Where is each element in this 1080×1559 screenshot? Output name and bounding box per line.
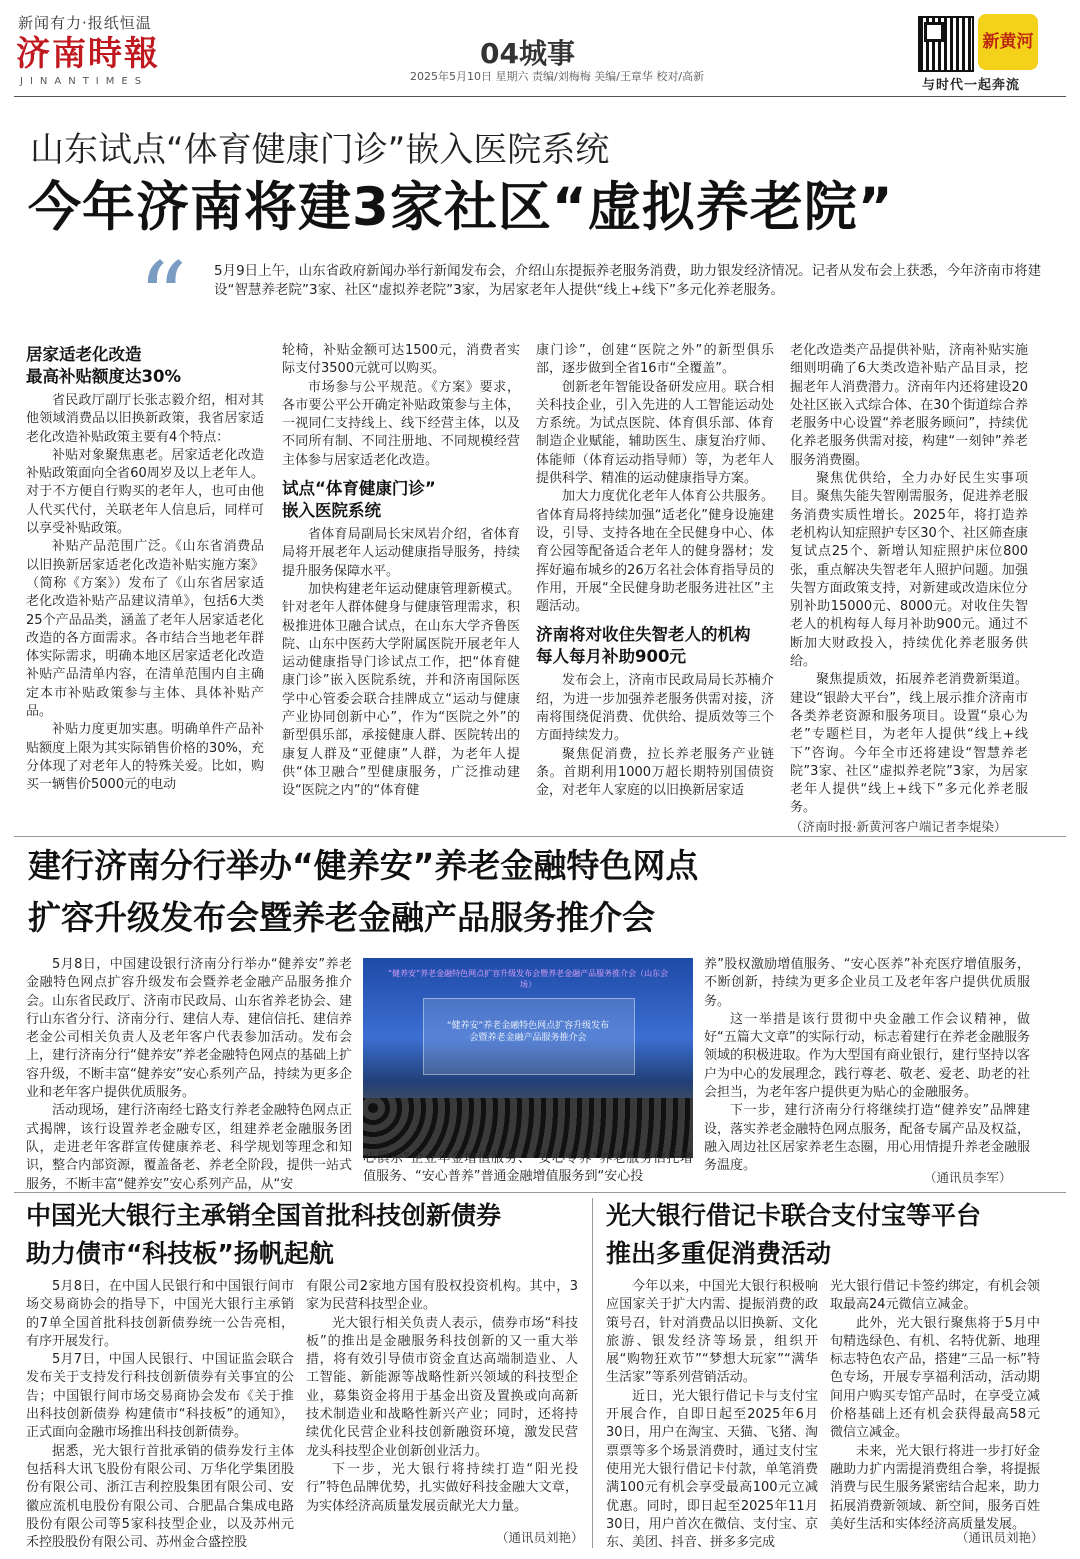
- paragraph: 市场参与公平规范。《方案》要求，各市要公平公开确定补贴政策参与主体，一视同仁支持线上、线下经营主体，以及不同所有制、不同注册地、不同规模经营主体参与居家适老化改造。: [282, 379, 520, 468]
- paragraph: 心俱乐”企业年金增值服务、“安心专养”养老服务信托增值服务、“安心普养”普通金融增值服务到“安心投: [363, 1151, 693, 1185]
- paper-logo-en: JINANTIMES: [20, 76, 149, 87]
- article4-col1: [606, 1278, 818, 1551]
- article2-headline-2: 扩容升级发布会暨养老金融产品服务推介会: [28, 898, 655, 937]
- paragraph: 下一步，光大银行将持续打造“阳光投行”特色品牌优势，扎实做好科技金融大文章，为实体经济高质量发展贡献光大力量。: [306, 1461, 578, 1514]
- paragraph: 下一步，建行济南分行将继续打造“健养安”品牌建设，落实养老金融特色网点服务，配备专属产品及权益，融入周边社区居家养老生态圈，用心用情提升养老金融服务温度。: [704, 1103, 1030, 1174]
- article1-kicker: 山东试点“体育健康门诊”嵌入医院系统: [30, 130, 610, 170]
- article4-headline-2: 推出多重促消费活动: [606, 1239, 832, 1268]
- article4-headline-1: 光大银行借记卡联合支付宝等平台: [606, 1201, 982, 1230]
- audience: [363, 1098, 693, 1158]
- paragraph: 今年以来，中国光大银行积极响应国家关于扩大内需、提振消费的政策号召，针对消费品以旧换新、文化旅游、银发经济等场景，组织开展“购物狂欢节”“梦想大玩家”“满华生活家”等系列营销活动。: [606, 1279, 818, 1386]
- article1-credit: （济南时报·新黄河客户端记者李焜染）: [790, 818, 1007, 834]
- article1-col1: [26, 342, 264, 832]
- paragraph: 有限公司2家地方国有股权投资机构。其中，3家为民营科技型企业。: [306, 1279, 578, 1313]
- article2-caption: [363, 1150, 693, 1190]
- paragraph: 加快构建老年运动健康管理新模式。针对老年人群体健身与健康管理需求，积极推进体卫融合试点，在山东大学齐鲁医院、山东中医药大学附属医院开展老年人运动健康指导门诊试点工作，把“体育健康门诊”嵌入医院系统，并和济南国际医学中心管委会联合挂牌成立“运动与健康产业协同创新中心”，作为“医院之外”的新型俱乐部，承接健康人群、医院转出的康复人群及“亚健康”人群，为老年人提供“体卫融合”型健康服务，广泛推动建设“医院之内”的“体育健: [282, 581, 520, 799]
- app-logo: 新黄河: [978, 14, 1038, 70]
- paragraph: 活动现场，建行济南经七路支行养老金融特色网点正式揭牌，该行设置养老金融专区，组建养老金融服务团队，走进老年客群宣传健康养老、科学规划等理念和知识，整合内部资源，覆盖备老、养老全阶段，提供一站式服务，不断丰富“健养安”安心系列产品，从“安: [26, 1103, 352, 1192]
- article2-col3: [704, 956, 1030, 1174]
- article3-col1: [26, 1278, 294, 1551]
- photo-banner-text: “健养安”养老金融特色网点扩容升级发布会暨养老金融产品服务推介会（山东会场）: [387, 969, 669, 989]
- paragraph: 据悉，光大银行首批承销的债券发行主体包括科大讯飞股份有限公司、万华化学集团股份有限公司、浙江吉利控股集团有限公司、安徽应流机电股份有限公司、合肥晶合集成电路股份有限公司等5家科技型企业，以及苏州元禾控股股份有限公司、苏州金合盛控股: [26, 1443, 294, 1551]
- article3-credit: （通讯员刘艳）: [496, 1530, 584, 1545]
- page-info: 2025年5月10日 星期六 责编/刘梅梅 美编/王章华 校对/高新: [410, 70, 705, 83]
- photo-screen-text: “健养安”养老金融特色网点扩容升级发布会暨养老金融产品服务推介会: [446, 1021, 610, 1043]
- masthead-slogan: 新闻有力·报纸恒温: [18, 14, 152, 32]
- paragraph: 省体育局副局长宋凤岩介绍，省体育局将开展老年人运动健康指导服务，持续提升服务保障水平。: [282, 527, 520, 579]
- article2-credit: （通讯员李军）: [924, 1170, 1012, 1185]
- paragraph: 轮椅，补贴金额可达1500元，消费者实际支付3500元就可以购买。: [282, 343, 520, 377]
- article3-headline-1: 中国光大银行主承销全国首批科技创新债券: [26, 1201, 502, 1230]
- app-slogan: 与时代一起奔流: [922, 78, 1021, 93]
- paper-logo: 济南時報: [16, 34, 160, 74]
- paragraph: 养”股权激励增值服务、“安心医养”补充医疗增值服务，不断创新，持续为更多企业员工及老年客户提供优质服务。: [704, 957, 1030, 1009]
- article2-headline-1: 建行济南分行举办“健养安”养老金融特色网点: [28, 846, 699, 885]
- page-title: 04城事: [480, 37, 575, 70]
- masthead-divider: [14, 96, 1066, 97]
- article2-col1: [26, 956, 352, 1192]
- article1-col4: [790, 342, 1028, 832]
- paragraph: 光大银行相关负责人表示，债券市场“科技板”的推出是金融服务科技创新的又一重大举措，将有效引导债市资金直达高端制造业、人工智能、新能源等战略性新兴领域的科技型企业，募集资金将用于基金出资及置换或向高新技术制造业和战略性新兴产业；同时，还将持续优化民营企业科技创新融资环境，激发民营龙头科技型企业创新创业活力。: [306, 1315, 578, 1459]
- paragraph: 创新老年智能设备研发应用。联合相关科技企业，引入先进的人工智能运动处方系统。为试点医院、体育俱乐部、体育制造企业赋能，辅助医生、康复治疗师、体能师（体育运动指导师）等，为老年人提供科学、精准的运动健康指导方案。: [536, 379, 774, 487]
- paragraph: 这一举措是该行贯彻中央金融工作会议精神，做好“五篇大文章”的实际行动，标志着建行在养老金融服务领域的积极进取。作为大型国有商业银行，建行坚持以客户为中心的发展理念，践行尊老、敬老、爱老、助老的社会担当，为老年客户提供更为贴心的金融服务。: [704, 1011, 1030, 1101]
- paragraph: 发布会上，济南市民政局局长苏楠介绍，为进一步加强养老服务供需对接，济南将围绕促消费、优供给、提质效等三个方面持续发力。: [536, 673, 774, 744]
- article3-headline-2: 助力债市“科技板”扬帆起航: [26, 1239, 334, 1268]
- event-photo: [363, 958, 693, 1158]
- quote-icon: “: [138, 242, 188, 354]
- article4-col2: [830, 1278, 1040, 1532]
- paragraph: 聚焦促消费，拉长养老服务产业链条。首期利用1000万超长期特别国债资金，对老年人家庭的以旧换新居家适: [536, 746, 774, 799]
- paragraph: 省民政厅副厅长张志毅介绍，相对其他领域消费品以旧换新政策，我省居家适老化改造补贴政策主要有4个特点：: [26, 393, 264, 445]
- paragraph: 补贴力度更加实惠。明确单件产品补贴额度上限为其实际销售价格的30%，充分体现了对老年人的特殊关爱。比如，购买一辆售价5000元的电动: [26, 722, 264, 793]
- article4-credit: （通讯员刘艳）: [956, 1530, 1044, 1545]
- column-divider: [592, 1198, 593, 1548]
- article1-col3: [536, 342, 774, 832]
- article3-col2: [306, 1278, 578, 1526]
- section-divider: [14, 836, 1066, 837]
- article1-col2: [282, 342, 520, 832]
- paragraph: 老化改造类产品提供补贴，济南补贴实施细则明确了6大类改造补贴产品目录，挖掘老年人消费潜力。济南年内还将建设20处社区嵌入式综合体、在30个街道综合养老服务中心设置“养老服务顾问”，持续优化养老服务供需对接，构建“一刻钟”养老服务消费圈。: [790, 343, 1028, 468]
- paragraph: 未来，光大银行将进一步打好金融助力扩内需提消费组合拳，将提振消费与民生服务紧密结合起来，助力拓展消费新领域、新空间，服务百姓美好生活和实体经济高质量发展。: [830, 1443, 1040, 1532]
- paragraph: 补贴产品范围广泛。《山东省消费品以旧换新居家适老化改造补贴实施方案》（简称《方案》）发布了《山东省居家适老化改造补贴产品建议清单》，包括6大类25个产品品类，涵盖了老年人居家适老化改造的各方面需求。各市结合当地老年群体实际需求，明确本地区居家适老化改造补贴产品清单内容，在清单范围内自主确定本市补贴政策参与主体、具体补贴产品。: [26, 539, 264, 720]
- article1-lead: 5月9日上午，山东省政府新闻办举行新闻发布会，介绍山东提振养老服务消费，助力银发经济情况。记者从发布会上获悉，今年济南市将建设“智慧养老院”3家、社区“虚拟养老院”3家，为居家老年人提供“线上+线下”多元化养老服务。: [214, 263, 1042, 298]
- paragraph: 聚焦优供给，全力办好民生实事项目。聚焦失能失智刚需服务，促进养老服务消费实质性增长。2025年，将打造养老机构认知症照护专区30个、社区筛查康复试点25个、新增认知症照护床位800张，重点解决失智老年人照护问题。加强失智方面政策支持，对新建或改造床位分别补助15000元、8000元。对收住失智老人的机构每人每月补助900元。通过不断加大财政投入，持续优化养老服务供给。: [790, 471, 1028, 670]
- section-divider: [14, 1192, 1066, 1193]
- qr-code-icon[interactable]: [918, 16, 974, 72]
- paragraph: 加大力度优化老年人体育公共服务。省体育局将持续加强“适老化”健身设施建设，引导、支持各地在全民健身中心、体育公园等配备适合老年人的健身器材；发挥好遍布城乡的26万名社会体育指导员的作用，开展“全民健身助老服务进社区”主题活动。: [536, 489, 774, 615]
- paragraph: 5月8日，在中国人民银行和中国银行间市场交易商协会的指导下，中国光大银行主承销的7单全国首批科技创新债券统一公告亮相，有序开展发行。: [26, 1279, 294, 1349]
- paragraph: 5月7日，中国人民银行、中国证监会联合发布关于支持发行科技创新债券有关事宜的公告；中国银行间市场交易商协会发布《关于推出科技创新债券 构建债市“科技板”的通知》，正式面向金融市场推出科技创新债券。: [26, 1352, 294, 1441]
- paragraph: 光大银行借记卡签约绑定，有机会领取最高24元微信立减金。: [830, 1279, 1040, 1313]
- article1-subhead-1: 居家适老化改造 最高补贴额度达30%: [26, 345, 181, 386]
- paragraph: 此外，光大银行聚焦将于5月中旬精选绿色、有机、名特优新、地理标志特色农产品，搭建“三品一标”特色专场，开展专享福利活动，活动期间用户购买专馆产品时，在享受立减价格基础上还有机会获得最高58元微信立减金。: [830, 1315, 1040, 1441]
- paragraph: 5月8日，中国建设银行济南分行举办“健养安”养老金融特色网点扩容升级发布会暨养老金融产品服务推介会。山东省民政厅、济南市民政局、山东省养老协会、建行山东省分行、济南分行、建信人寿、建信信托、建信养老金公司相关负责人及老年客户代表参加活动。发布会上，建行济南分行“健养安”养老金融特色网点的基础上扩容升级，不断丰富“健养安”安心系列产品，持续为更多企业和老年客户提供优质服务。: [26, 957, 352, 1101]
- paragraph: 补贴对象聚焦惠老。居家适老化改造补贴政策面向全省60周岁及以上老年人。对于不方便自行购买的老年人，也可由他人代买代付，关联老年人信息后，同样可以享受补贴政策。: [26, 447, 264, 537]
- paragraph: 聚焦提质效，拓展养老消费新渠道。建设“银龄大平台”，线上展示推介济南市各类养老资源和服务项目。设置“泉心为老”专题栏目，为老年人提供“线上+线下”咨询。今年全市还将建设“智慧养老院”3家、社区“虚拟养老院”3家，为居家老年人提供“线上+线下”多元化养老服务。: [790, 672, 1028, 816]
- article1-subhead-3: 济南将对收住失智老人的机构 每人每月补助900元: [536, 625, 751, 667]
- article1-headline: 今年济南将建3家社区“虚拟养老院”: [28, 177, 894, 238]
- paragraph: 近日，光大银行借记卡与支付宝开展合作，自即日起至2025年6月30日，用户在淘宝、天猫、飞猪、淘票票等多个场景消费时，通过支付宝使用光大银行借记卡付款，单笔消费满100元有机会享受最高100元立减优惠。同时，即日起至2025年11月30日，用户首次在微信、支付宝、京东、美团、抖音、拼多多完成: [606, 1388, 818, 1551]
- article1-subhead-2: 试点“体育健康门诊” 嵌入医院系统: [282, 479, 436, 521]
- paragraph: 康门诊”，创建“医院之外”的新型俱乐部，逐步做到全省16市“全覆盖”。: [536, 343, 774, 377]
